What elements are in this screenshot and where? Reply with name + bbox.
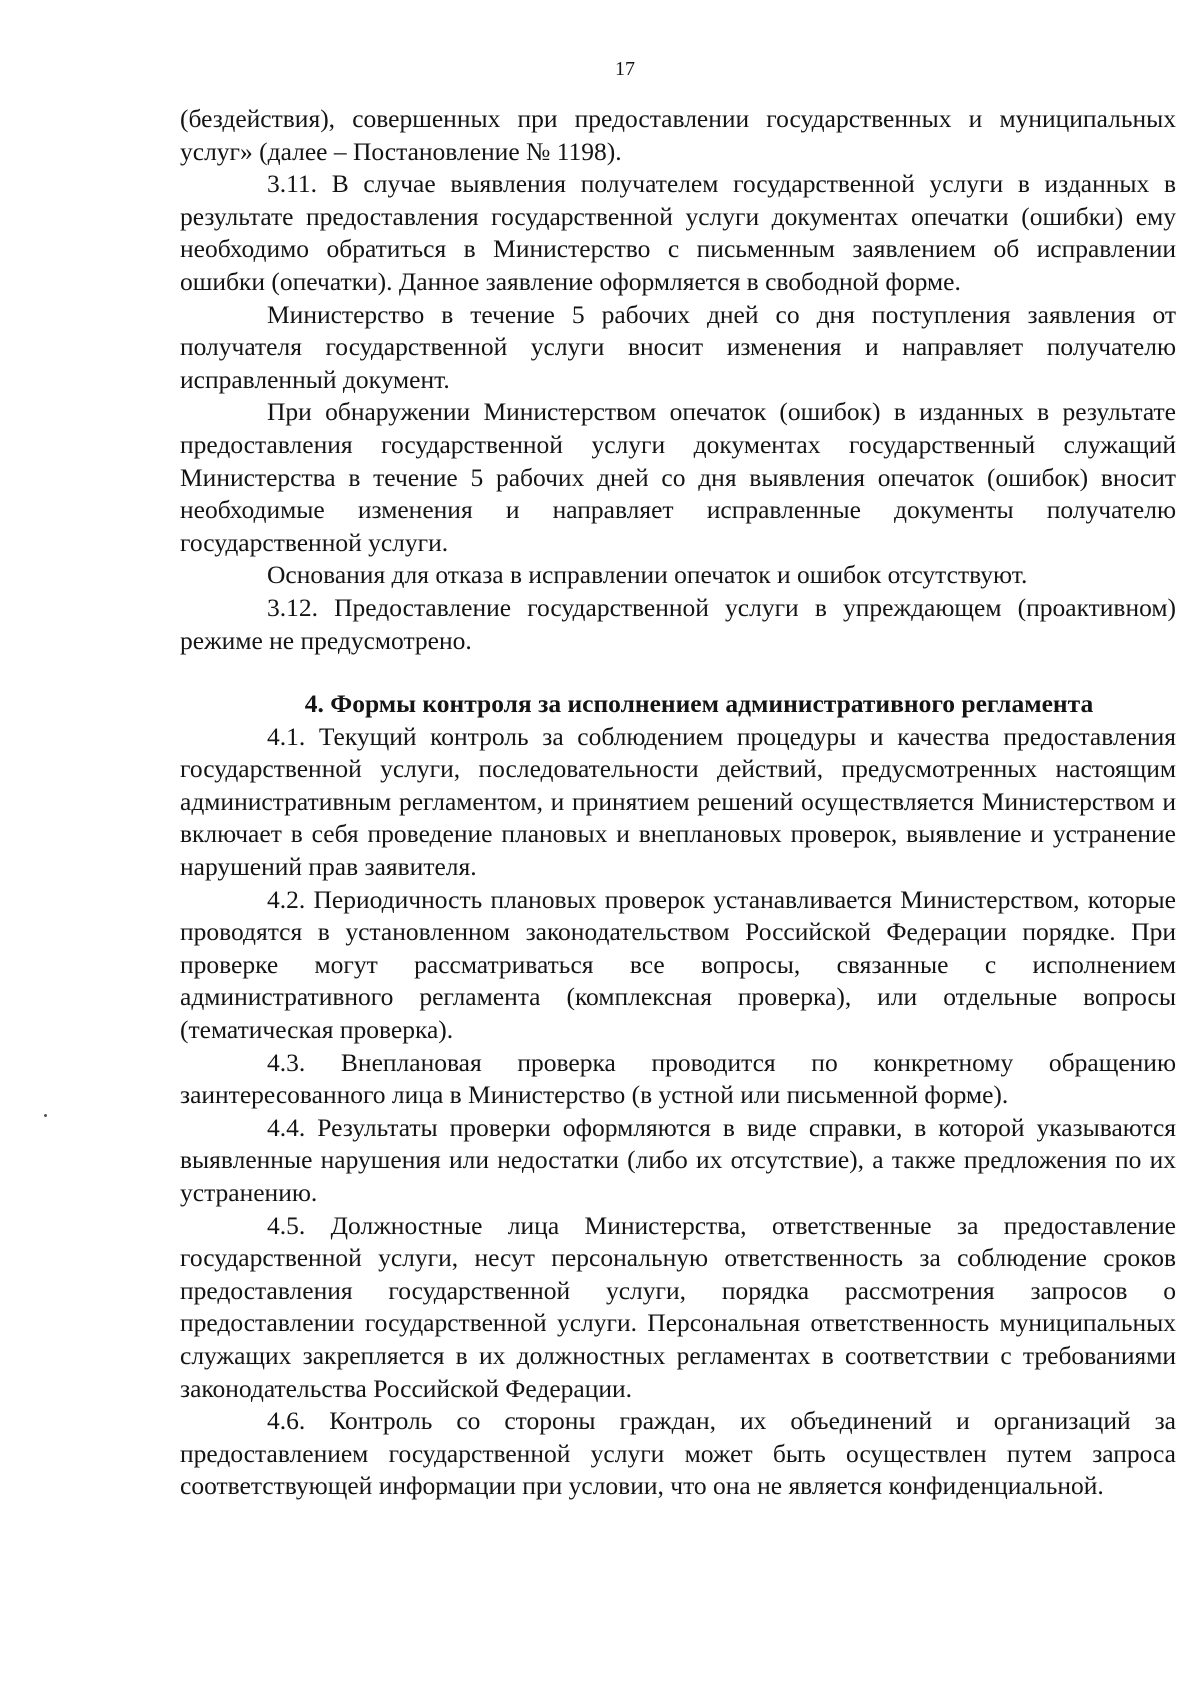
- paragraph-4-3: 4.3. Внеплановая проверка проводится по конкретному обращению заинтересованного лица в Министерство (в устной или письменной форме).: [180, 1047, 1176, 1110]
- paragraph-4-1: 4.1. Текущий контроль за соблюдением процедуры и качества предоставления государственной услуги, последовательности действий, предусмотренных настоящим административным регламентом, и принятием решений осуществляется Министерством и включает в себя проведение плановых и внеплановых проверок, выявление и устранение нарушений прав заявителя.: [180, 721, 1176, 882]
- paragraph-4-5: 4.5. Должностные лица Министерства, ответственные за предоставление государственной услуги, несут персональную ответственность за соблюдение сроков предоставления государственной услуги, порядка рассмотрения запросов о предоставлении государственной услуги. Персональная ответственность муниципальных служащих закрепляется в их должностных регламентах в соответствии с требованиями законодательства Российской Федерации.: [180, 1210, 1176, 1403]
- scan-speck: [44, 1114, 47, 1117]
- section-4-heading: 4. Формы контроля за исполнением административного регламента: [304, 689, 1094, 719]
- paragraph-ministry-correction: Министерство в течение 5 рабочих дней со дня поступления заявления от получателя государственной услуги вносит изменения и направляет получателю исправленный документ.: [180, 299, 1176, 394]
- document-body: [180, 103, 1176, 1503]
- paragraph-4-2: 4.2. Периодичность плановых проверок устанавливается Министерством, которые проводятся в установленном законодательством Российской Федерации порядке. При проверке могут рассматриваться все вопросы, связанные с исполнением административного регламента (комплексная проверка), или отдельные вопросы (тематическая проверка).: [180, 884, 1176, 1045]
- paragraph-error-detection: При обнаружении Министерством опечаток (ошибок) в изданных в результате предоставления государственной услуги документах государственный служащий Министерства в течение 5 рабочих дней со дня выявления опечаток (ошибок) вносит необходимые изменения и направляет исправленные документы получателю государственной услуги.: [180, 397, 1176, 557]
- paragraph-4-6: 4.6. Контроль со стороны граждан, их объединений и организаций за предоставлением государственной услуги может быть осуществлен путем запроса соответствующей информации при условии, что она не является конфиденциальной.: [180, 1406, 1176, 1501]
- paragraph-3-11: 3.11. В случае выявления получателем государственной услуги в изданных в результате предоставления государственной услуги документах опечатки (ошибки) ему необходимо обратиться в Министерство с письменным заявлением об исправлении ошибки (опечатки). Данное заявление оформляется в свободной форме.: [180, 169, 1176, 296]
- paragraph-refusal-grounds: Основания для отказа в исправлении опечаток и ошибок отсутствуют.: [267, 560, 1028, 590]
- paragraph-3-12: 3.12. Предоставление государственной услуги в упреждающем (проактивном) режиме не предусмотрено.: [180, 592, 1176, 655]
- page-number: 17: [615, 58, 635, 80]
- paragraph-4-4: 4.4. Результаты проверки оформляются в виде справки, в которой указываются выявленные нарушения или недостатки (либо их отсутствие), а также предложения по их устранению.: [180, 1112, 1176, 1207]
- paragraph-continuation: (бездействия), совершенных при предоставлении государственных и муниципальных услуг» (далее – Постановление № 1198).: [180, 104, 1176, 166]
